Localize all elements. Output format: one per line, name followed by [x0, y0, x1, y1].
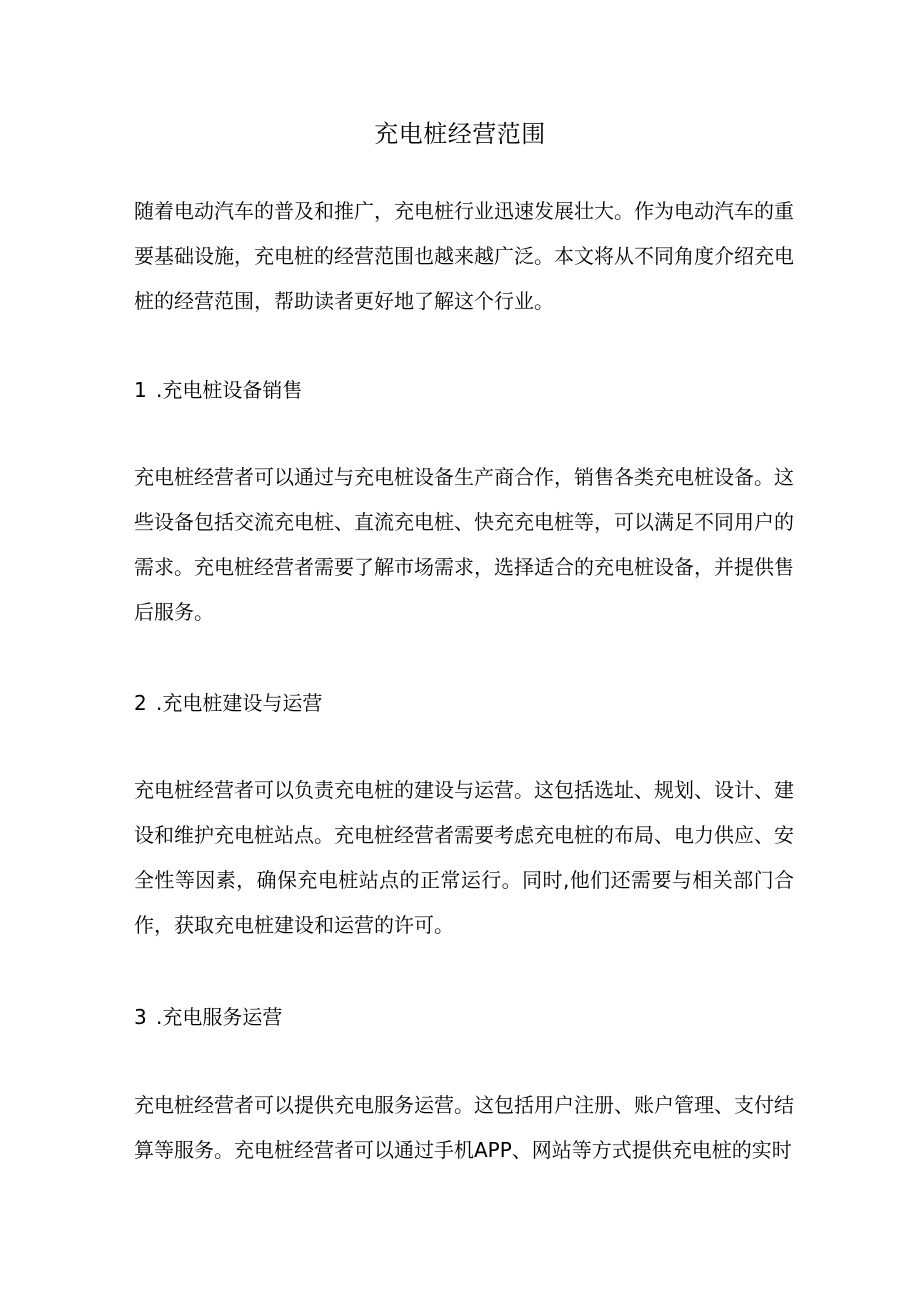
document-title: 充电桩经营范围	[374, 120, 546, 148]
section-body-2: 充电桩经营者可以负责充电桩的建设与运营。这包括选址、规划、设计、建设和维护充电桩站点。充电桩经营者需要考虑充电桩的布局、电力供应、安全性等因素，确保充电桩站点的正常运行。同时,他们还需要与相关部门合作，获取充电桩建设和运营的许可。	[134, 778, 794, 937]
section-number: 2	[134, 691, 147, 715]
section-heading-2	[134, 688, 794, 718]
intro-paragraph: 随着电动汽车的普及和推广，充电桩行业迅速发展壮大。作为电动汽车的重要基础设施，充电桩的经营范围也越来越广泛。本文将从不同角度介绍充电桩的经营范围，帮助读者更好地了解这个行业。	[134, 199, 794, 313]
section-heading-1	[134, 375, 794, 405]
section-number: 1	[134, 378, 147, 402]
section-number: 3	[134, 1005, 147, 1029]
section-body-3: 充电桩经营者可以提供充电服务运营。这包括用户注册、账户管理、支付结算等服务。充电桩经营者可以通过手机APP、网站等方式提供充电桩的实时	[134, 1093, 794, 1162]
section-heading-text: .充电桩建设与运营	[156, 691, 323, 715]
section-heading-text: .充电桩设备销售	[156, 378, 303, 402]
section-body-1: 充电桩经营者可以通过与充电桩设备生产商合作，销售各类充电桩设备。这些设备包括交流充电桩、直流充电桩、快充充电桩等，可以满足不同用户的需求。充电桩经营者需要了解市场需求，选择适合的充电桩设备，并提供售后服务。	[134, 465, 794, 624]
section-heading-3	[134, 1002, 794, 1032]
section-heading-text: .充电服务运营	[156, 1005, 283, 1029]
